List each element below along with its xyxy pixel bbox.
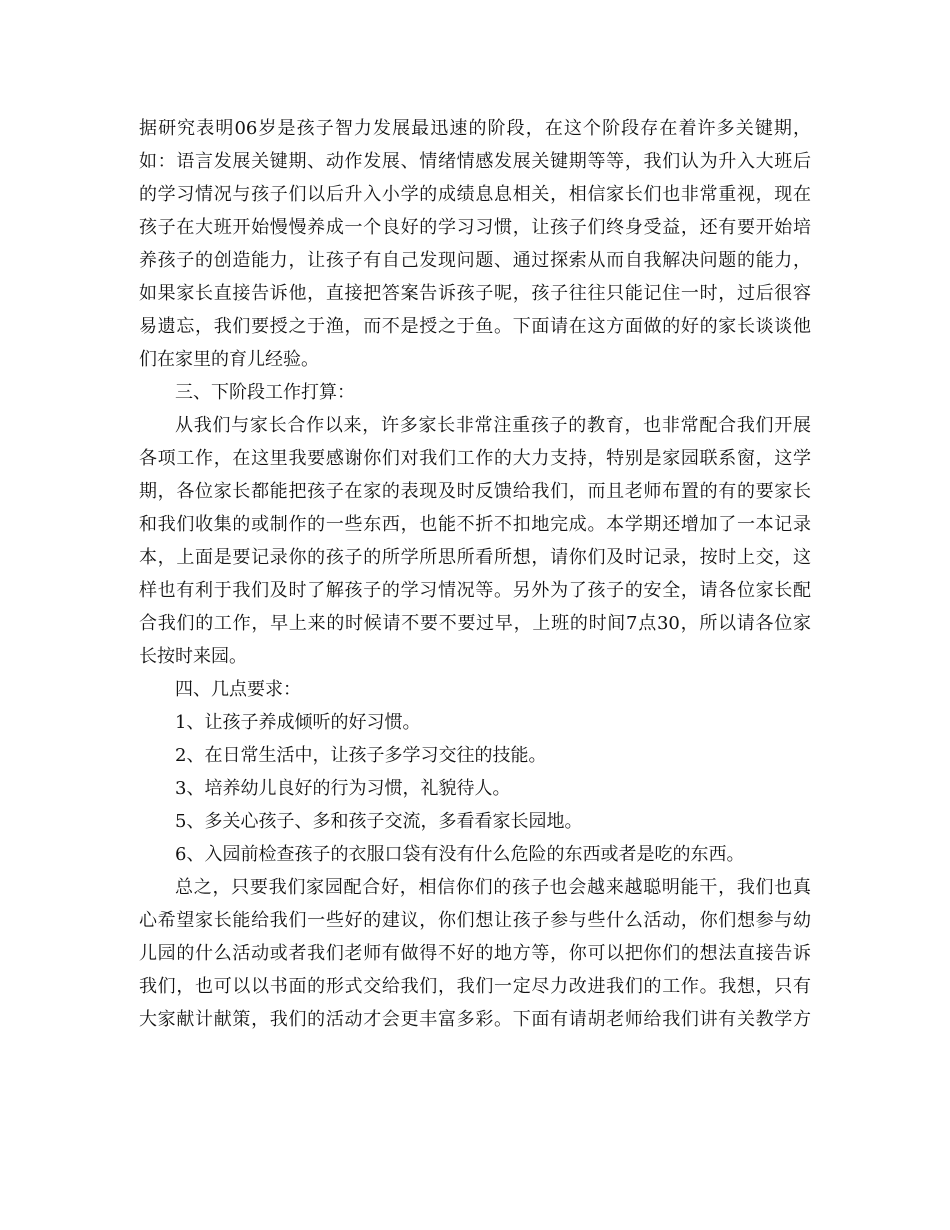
text-line: 总之，只要我们家园配合好，相信你们的孩子也会越来越聪明能干，我们也真 <box>175 877 811 898</box>
list-item: 6、入园前检查孩子的衣服口袋有没有什么危险的东西或者是吃的东西。 <box>175 844 745 865</box>
text-line: 从我们与家长合作以来，许多家长非常注重孩子的教育，也非常配合我们开展 <box>175 415 811 436</box>
text-line: 们在家里的育儿经验。 <box>139 349 319 370</box>
text-line: 儿园的什么活动或者我们老师有做得不好的地方等，你可以把你们的想法直接告诉 <box>139 943 811 964</box>
text-line: 如果家长直接告诉他，直接把答案告诉孩子呢，孩子往往只能记住一时，过后很容 <box>139 283 811 304</box>
text-line: 易遗忘，我们要授之于渔，而不是授之于鱼。下面请在这方面做的好的家长谈谈他 <box>139 316 811 337</box>
text-line: 样也有利于我们及时了解孩子的学习情况等。另外为了孩子的安全，请各位家长配 <box>139 580 811 601</box>
text-line: 据研究表明06岁是孩子智力发展最迅速的阶段，在这个阶段存在着许多关键期， <box>139 118 811 139</box>
section-heading: 四、几点要求： <box>175 679 301 700</box>
text-line: 如：语言发展关键期、动作发展、情绪情感发展关键期等等，我们认为升入大班后 <box>139 151 811 172</box>
text-line: 长按时来园。 <box>139 646 247 667</box>
section-heading: 三、下阶段工作打算： <box>175 382 355 403</box>
text-line: 和我们收集的或制作的一些东西，也能不折不扣地完成。本学期还增加了一本记录 <box>139 514 811 535</box>
text-line: 各项工作，在这里我要感谢你们对我们工作的大力支持，特别是家园联系窗，这学 <box>139 448 811 469</box>
list-item: 1、让孩子养成倾听的好习惯。 <box>175 712 421 733</box>
list-item: 2、在日常生活中，让孩子多学习交往的技能。 <box>175 745 547 766</box>
text-line: 合我们的工作，早上来的时候请不要不要过早，上班的时间7点30，所以请各位家 <box>139 613 811 634</box>
document-body <box>139 112 811 1036</box>
text-line: 心希望家长能给我们一些好的建议，你们想让孩子参与些什么活动，你们想参与幼 <box>139 910 811 931</box>
text-line: 的学习情况与孩子们以后升入小学的成绩息息相关，相信家长们也非常重视，现在 <box>139 184 811 205</box>
text-line: 孩子在大班开始慢慢养成一个良好的学习习惯，让孩子们终身受益，还有要开始培 <box>139 217 811 238</box>
text-line: 本，上面是要记录你的孩子的所学所思所看所想，请你们及时记录，按时上交，这 <box>139 547 811 568</box>
text-line: 我们，也可以以书面的形式交给我们，我们一定尽力改进我们的工作。我想，只有 <box>139 976 811 997</box>
text-line: 养孩子的创造能力，让孩子有自己发现问题、通过探索从而自我解决问题的能力， <box>139 250 811 271</box>
text-line: 期，各位家长都能把孩子在家的表现及时反馈给我们，而且老师布置的有的要家长 <box>139 481 811 502</box>
list-item: 3、培养幼儿良好的行为习惯，礼貌待人。 <box>175 778 511 799</box>
text-line: 大家献计献策，我们的活动才会更丰富多彩。下面有请胡老师给我们讲有关教学方 <box>139 1009 811 1030</box>
list-item: 5、多关心孩子、多和孩子交流，多看看家长园地。 <box>175 811 583 832</box>
